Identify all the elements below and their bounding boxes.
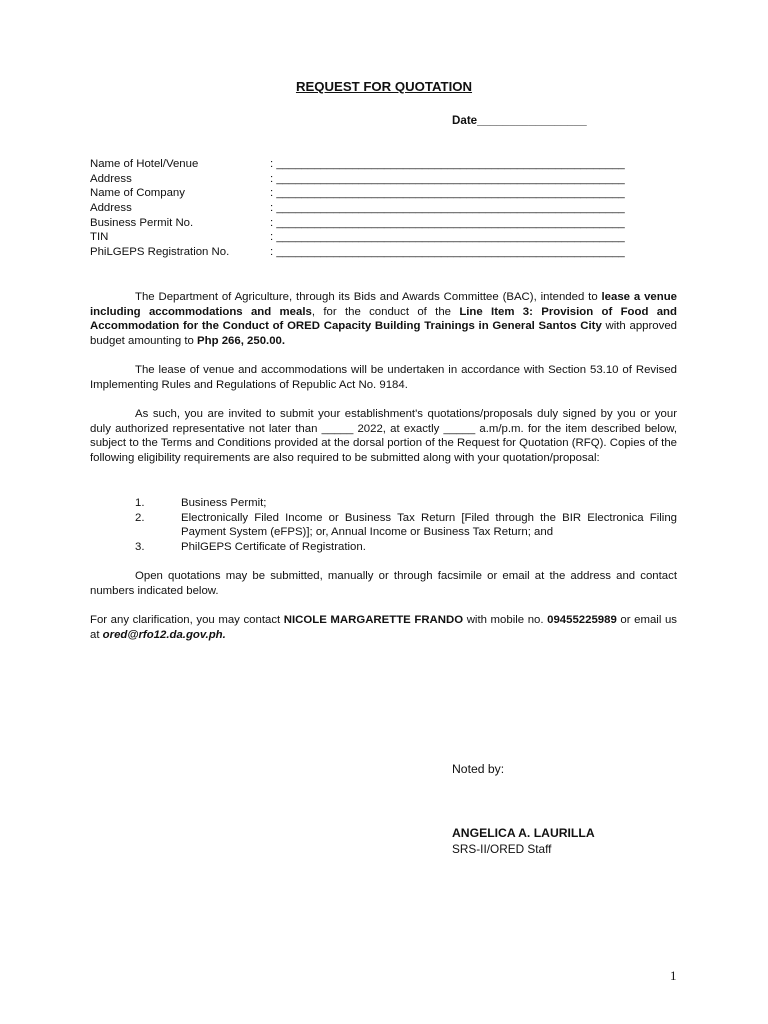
field-blank: : _______________________________________________________ — [270, 202, 625, 215]
page-number: 1 — [670, 968, 677, 983]
field-blank: : _______________________________________________________ — [270, 246, 625, 259]
budget-amount: Php 266, 250.00. — [197, 334, 286, 347]
field-label: Business Permit No. — [90, 216, 194, 229]
field-row — [90, 186, 650, 201]
field-row — [90, 172, 650, 187]
noted-by-label: Noted by: — [452, 762, 505, 776]
date-label: Date — [452, 114, 478, 127]
signatory-title: SRS-II/ORED Staff — [452, 842, 552, 856]
field-label: Address — [90, 172, 132, 185]
field-label: Address — [90, 202, 132, 215]
field-row — [90, 216, 650, 231]
text-run-bold: lease a venue including accommodations and meals — [90, 291, 677, 318]
field-row — [90, 201, 650, 216]
field-blank: : _______________________________________________________ — [270, 172, 625, 185]
contact-paragraph — [90, 613, 677, 642]
signatory-name: ANGELICA A. LAURILLA — [452, 826, 595, 840]
list-item — [90, 540, 677, 555]
list-item-text: Business Permit; — [181, 497, 267, 509]
field-label: Name of Hotel/Venue — [90, 158, 199, 170]
date-blank: _________________ — [477, 114, 587, 127]
field-blank: : _______________________________________________________ — [270, 216, 625, 229]
list-item-number: 1. — [135, 497, 145, 509]
text-run: , for the conduct of the — [311, 305, 460, 318]
field-label: TIN — [90, 231, 109, 244]
legal-basis-paragraph: The lease of venue and accommodations will be undertaken in accordance with Section 53.10 of Revised Implementing Rules and Regulations of Republic Act No. 9184. — [90, 364, 677, 391]
list-item-text: Electronically Filed Income or Business Tax Return [Filed through the BIR Electronica Filing Payment System (eFPS)]; or, Annual Income or Business Tax Return; and — [181, 511, 677, 539]
list-item-number: 3. — [135, 540, 145, 553]
requirements-list — [90, 496, 677, 554]
list-item — [90, 511, 677, 540]
contact-mobile: 09455225989 — [547, 614, 617, 626]
field-row — [90, 245, 650, 260]
field-blank: : _______________________________________________________ — [270, 231, 625, 244]
list-item — [90, 496, 677, 511]
text-run: For any clarification, you may contact — [90, 614, 284, 626]
text-run: with mobile no. — [463, 614, 548, 626]
submission-paragraph: Open quotations may be submitted, manually or through facsimile or email at the address and contact numbers indicated below. — [90, 570, 677, 597]
date-field — [452, 114, 587, 129]
field-blank: : _______________________________________________________ — [270, 187, 625, 200]
text-run: or email us at — [90, 614, 677, 641]
field-row — [90, 157, 650, 172]
contact-person: NICOLE MARGARETTE FRANDO — [283, 614, 464, 626]
field-blank: : _______________________________________________________ — [270, 158, 625, 170]
invitation-paragraph: As such, you are invited to submit your establishment's quotations/proposals duly signed by you or your duly authorized representative not later than _____ 2022, at exactly _____ a.m/p.m. for the item described below, subject to the Terms and Conditions provided at the dorsal portion of the Request for Quotation (RFQ). Copies of the following eligibility requirements are also required to be submitted along with your quotation/proposal: — [90, 408, 677, 464]
text-run: with approved budget amounting to — [90, 320, 677, 347]
list-item-number: 2. — [135, 511, 145, 524]
document-title: REQUEST FOR QUOTATION — [295, 79, 473, 94]
intro-paragraph — [90, 290, 677, 348]
text-run-bold: Line Item 3: Provision of Food and Accommodation for the Conduct of ORED Capacity Building Trainings in General Santos City — [90, 305, 677, 333]
field-label: PhiLGEPS Registration No. — [90, 246, 230, 259]
contact-email: ored@rfo12.da.gov.ph. — [102, 628, 226, 641]
text-run: The Department of Agriculture, through its Bids and Awards Committee (BAC), intended to — [135, 291, 602, 303]
field-row — [90, 230, 650, 245]
field-label: Name of Company — [90, 187, 185, 200]
vendor-info-fields — [90, 157, 650, 260]
list-item-text: PhilGEPS Certificate of Registration. — [181, 540, 366, 553]
